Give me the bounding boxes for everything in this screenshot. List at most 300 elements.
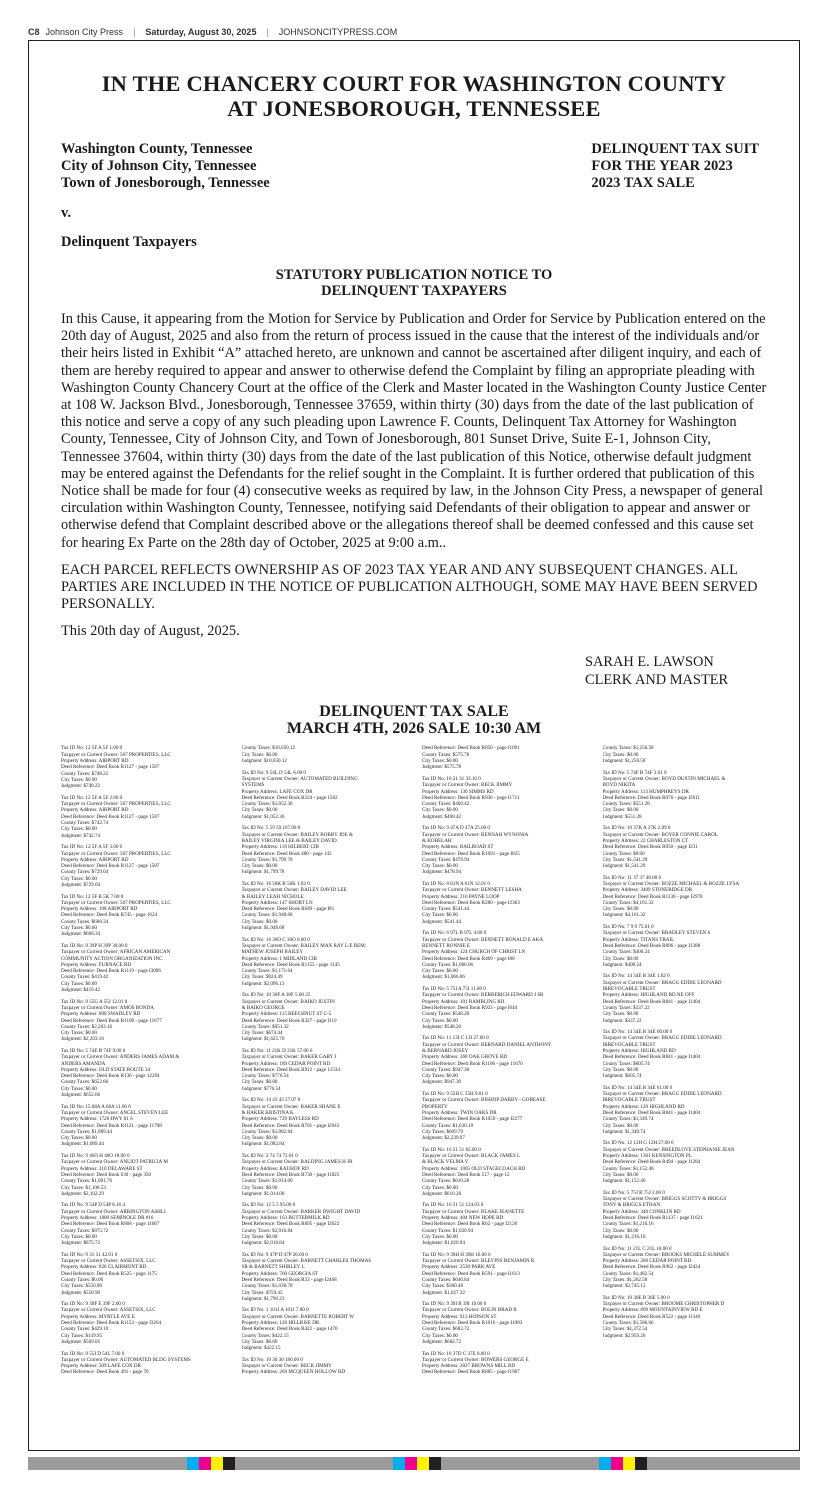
record-line: Judgment: $1,216.16 [602, 1233, 646, 1240]
notice-heading-line1: STATUTORY PUBLICATION NOTICE TO [275, 267, 553, 283]
record-line: Taxpayer or Current Owner: AFRICAN AMERICAN [61, 949, 171, 956]
tax-record [422, 930, 587, 980]
tax-record [422, 825, 587, 875]
record-line: City Taxes: $0.00 [61, 826, 97, 833]
tax-record [61, 1351, 226, 1376]
record-line: Property Address: 3409 STONERIDGE DR [602, 887, 693, 894]
record-line: Taxpayer or Current Owner: BLEVINS BENJAMIN R [422, 1258, 535, 1265]
record-line: County Taxes: $1,171.64 [241, 968, 293, 975]
record-line: City Taxes: $0.00 [602, 807, 639, 814]
record-line: Property Address: 147 SHORT LN [241, 899, 313, 906]
record-line: City Taxes: $0.00 [241, 1184, 278, 1191]
record-line: Taxpayer or Current Owner: BROOKS MICHELE SUMMEY [602, 1251, 730, 1258]
versus: v. [61, 205, 72, 221]
tax-record [242, 1097, 407, 1147]
record-line: Property Address: 1800 SEMINOLE DR #16 [61, 1215, 154, 1222]
record-line: County Taxes: $608.34 [61, 918, 109, 925]
record-line: Property Address: MYRTLE AVE E [61, 1313, 135, 1320]
issue-date: Saturday, August 30, 2025 [145, 27, 257, 37]
record-line: County Taxes: $1,020.94 [422, 1227, 474, 1234]
record-line: Property Address: RAILROAD ST [422, 844, 494, 851]
listing-column [242, 745, 407, 1381]
plaintiff: Town of Jonesborough, Tennessee [61, 175, 270, 191]
record-line: Deed Reference: Deed Book R895 - page I2622 [241, 1221, 340, 1228]
record-line: Deed Reference: Deed Book R224 - page 1582 [241, 794, 338, 801]
record-line: Deed Reference: Deed Book R701 - page I2043 [241, 1122, 340, 1129]
record-line: Property Address: RAUHOF RD [241, 1165, 309, 1172]
record-line: Judgment: $419.42 [61, 987, 101, 994]
record-line: Deed Reference: Deed Book R1121 - page 11798 [61, 1122, 162, 1129]
record-line: County Taxes: $1,052.36 [241, 801, 293, 808]
record-line: Taxpayer or Current Owner: BAILEY BOBBY JOE & [241, 831, 353, 838]
record-line: Taxpayer or Current Owner: AUTOMATED BLDG SYSTEMS [61, 1356, 191, 1363]
record-line: Tax ID No: 9 39H H 39H 16.00 0 [422, 1251, 491, 1258]
tax-record [61, 999, 226, 1043]
record-line: Taxpayer or Current Owner: BRAGG EDDIE LEONARD [602, 979, 722, 986]
record-line: Tax ID No: 14 43 43 57.07 0 [241, 1097, 301, 1104]
record-line: Tax ID No: 10 30O C 30O 6.00 0 [241, 936, 310, 943]
record-line: Deed Reference: Deed Book R280 - page I2363 [422, 899, 520, 906]
record-line: Tax ID No: 12 5F B 5K 7.00 0 [61, 893, 124, 900]
suit-line: DELINQUENT TAX SUIT [591, 141, 759, 157]
record-line: Tax ID No: 9 54P D 54P 6.16 4 [61, 1202, 125, 1209]
record-line: County Taxes: $682.72 [422, 1326, 470, 1333]
record-line: Deed Reference: Deed Book R1050 - page I2277 [422, 1116, 523, 1123]
tax-record [603, 745, 768, 764]
record-line: City Taxes: $0.00 [422, 1073, 458, 1080]
record-line: Judgment: $1,152.46 [602, 1178, 646, 1185]
record-line: City Taxes: $0.00 [602, 751, 639, 758]
tax-record [242, 770, 407, 820]
legal-notice [28, 40, 800, 1451]
record-line: Taxpayer or Current Owner: BLACK JAMES L [422, 1153, 521, 1160]
record-line: Taxpayer or Current Owner: BERBERICH EDWARD J SR [422, 992, 544, 999]
cyan-swatch [187, 1457, 199, 1470]
tax-record [422, 1252, 587, 1296]
record-line: Tax ID No: 10 31 31 33.10 0 [422, 775, 481, 782]
record-line: Judgment: $400.42 [422, 813, 462, 820]
record-line: County Taxes: $1,256.58 [602, 745, 654, 752]
record-line: Tax ID No: 10 37D C 37E 8.00 0 [422, 1350, 490, 1357]
black-swatch [429, 1457, 441, 1470]
record-line: Deed Reference: Deed Book R841 - page I1404 [602, 1109, 701, 1116]
record-line: Taxpayer or Current Owner: BECK JIMMY [241, 1363, 332, 1370]
record-line: Tax ID No: 12 5F A 5F 3.00 0 [61, 844, 123, 851]
record-line: Taxpayer or Current Owner: BOYER CONNIE CAROL [602, 831, 718, 838]
tax-record [422, 1351, 587, 1376]
record-line: Judgment: $2,096.13 [241, 980, 285, 987]
record-line: City Taxes: $0.00 [602, 1066, 639, 1073]
record-line: County Taxes: $1,030.78 [241, 1283, 293, 1290]
record-line: Judgment: $550.90 [61, 1289, 101, 1296]
record-line: Taxpayer or Current Owner: BRIGGS SCOTTY & BRIGGS [602, 1196, 727, 1203]
record-line: Property Address: HIGHLAND RD [602, 1048, 676, 1054]
record-line: City Taxes: $0.00 [602, 955, 639, 962]
record-line: Tax ID No: 5 75I A 75I 11.00 0 [422, 986, 486, 993]
record-line: City Taxes: $0.00 [602, 1171, 639, 1178]
record-line: City Taxes: $674.44 [241, 1030, 283, 1037]
page-header [28, 24, 808, 40]
record-line: BOYD NIKITA [602, 782, 636, 789]
record-line: Taxpayer or Current Owner: BAKER GARY J [241, 1054, 337, 1061]
tax-record [422, 776, 587, 820]
record-line: County Taxes: $605.74 [602, 1060, 650, 1067]
record-line: Deed Reference: Deed Book R962 - page I2424 [602, 1264, 701, 1271]
record-line: City Taxes: $0.00 [422, 1017, 458, 1024]
record-line: Property Address: 729 BAYLESS RD [241, 1116, 319, 1123]
record-line: County Taxes: $742.74 [61, 820, 109, 827]
record-line: Taxpayer or Current Owner: ANDERS JAMES ADAM & [61, 1054, 180, 1061]
record-line: Tax ID No: 9 39I B 39I 10.00 0 [422, 1301, 487, 1308]
record-line: Deed Reference: Deed Book R33 - page I2468 [241, 1276, 337, 1283]
record-line: City Taxes: $0.00 [422, 1332, 458, 1339]
record-line: Property Address: 368 OAK GROVE RD [422, 1054, 508, 1061]
record-line: County Taxes: $1,948.68 [241, 912, 293, 919]
record-line: Property Address: 1728 HWY 81 S [61, 1116, 133, 1123]
record-line: County Taxes: $748.22 [61, 770, 109, 777]
record-line: Judgment: $1,799.78 [241, 869, 285, 876]
record-line: Tax ID No: 5 74E B 74F 9.00 0 [61, 1048, 126, 1054]
record-line: Deed Reference: Deed Book R1130 - page I2978 [602, 893, 703, 900]
tax-record [242, 1307, 407, 1351]
record-line: Judgment: $1,256.58 [602, 758, 646, 765]
record-line: Judgment: $2,016.84 [241, 1240, 285, 1247]
record-line: County Taxes: $400.24 [602, 949, 650, 956]
record-line: Tax ID No: 3 74 74 72.01 0 [241, 1153, 298, 1160]
tax-record [422, 1035, 587, 1085]
record-line: Taxpayer or Current Owner: BALDING JAMES H JR [241, 1159, 353, 1166]
signature-block [585, 654, 767, 689]
record-line: County Taxes: $1,082.84 [241, 1128, 293, 1135]
tax-record [603, 1246, 768, 1290]
record-line: Deed Reference: Deed Book R1016 - page I1083 [422, 1320, 523, 1327]
record-line: City Taxes: $550.90 [61, 1283, 103, 1290]
record-line: Deed Reference: Deed Book R494 - page I1284 [602, 1159, 701, 1166]
record-line: Deed Reference: Deed Book R1108 - page 11677 [61, 1017, 162, 1024]
record-line: Property Address: 120 HIGHLAND RD [602, 1103, 685, 1110]
black-swatch [223, 1457, 235, 1470]
record-line: TONY & BRIGGS ETHAN [602, 1202, 661, 1209]
record-line: Tax ID No: 7 9 9 75.01 0 [602, 924, 654, 931]
record-line: MATHEW JOSEPH BAILEY [241, 949, 304, 956]
record-line: Property Address: 760 GEORGIA ST [241, 1270, 319, 1277]
tax-record [61, 1202, 226, 1246]
record-line: Tax ID No: 5 59 59 167.00 0 [241, 825, 301, 832]
record-line: City Taxes: $380.48 [422, 1283, 464, 1290]
cyan-swatch [599, 1457, 611, 1470]
court-title-line1: IN THE CHANCERY COURT FOR WASHINGTON COUNTY [101, 71, 727, 96]
sale-heading [61, 703, 767, 737]
tax-record [603, 973, 768, 1023]
yellow-swatch [211, 1457, 223, 1470]
ownership-notice: EACH PARCEL REFLECTS OWNERSHIP AS OF 2023 TAX YEAR AND ANY SUBSEQUENT CHANGES. ALL PARTIES ARE INCLUDED IN THE NOTICE OF PUBLICATION ALTHOUGH, SOME MAY HAVE BEEN SERVED PERSONALLY. [61, 561, 758, 613]
record-line: City Taxes: $0.00 [602, 1227, 639, 1234]
record-line: County Taxes: $1,216.16 [602, 1221, 654, 1228]
record-line: Property Address: 124 CHURCH OF CHRIST LN [422, 949, 526, 956]
record-line: City Taxes: $0.00 [422, 758, 458, 765]
black-swatch [635, 1457, 647, 1470]
record-line: Tax ID No: 14 34E B 34E 60.00 0 [602, 1029, 673, 1036]
record-line: Tax ID No: 16 58K B 58K 1.02 0 [241, 880, 310, 887]
record-line: Tax ID No: 12 5F A 5F 1.00 0 [61, 745, 123, 752]
record-line: Tax ID No: 15 68A A 68A 11.00 0 [61, 1103, 131, 1110]
record-line: County Taxes: $875.72 [61, 1227, 109, 1234]
paper-name: Johnson City Press [45, 27, 124, 37]
record-line: Deed Reference: Deed Book R841 - page I1404 [602, 1054, 701, 1061]
record-line: City Taxes: $609.79 [422, 1128, 464, 1135]
tax-record [242, 1252, 407, 1302]
record-line: Taxpayer or Current Owner: ARRINGTON ASHLI [61, 1208, 166, 1215]
record-line: Judgment: $1,541.29 [602, 863, 646, 870]
record-line: Deed Reference: Deed Book R1106 - page 11670 [422, 1060, 523, 1067]
record-line: Taxpayer or Current Owner: BROOME CHRISTOPHER D [602, 1301, 725, 1308]
record-line: Taxpayer or Current Owner: BENNETT RONALD E AKA [422, 936, 544, 943]
record-line: City Taxes: $1,100.53 [61, 1184, 106, 1191]
delinquent-listing [61, 745, 767, 1381]
tax-record [422, 881, 587, 925]
record-line: City Taxes: $0.00 [61, 1233, 97, 1240]
record-line: SYSTEMS [241, 782, 265, 789]
sale-heading-line2: MARCH 4TH, 2026 SALE 10:30 AM [286, 720, 542, 738]
record-line: County Taxes: $2,203.16 [61, 1023, 113, 1030]
record-line: Property Address: 809 MOUNTAINVIEW RD E [602, 1307, 703, 1314]
tax-record [61, 745, 226, 789]
court-title-line2: AT JONESBOROUGH, TENNESSEE [227, 96, 601, 121]
record-line: & BAILEY LEAH NICHOLE [241, 893, 304, 900]
record-line: Taxpayer or Current Owner: BRAGG EDDIE LEONARD [602, 1091, 722, 1098]
record-line: IRREVOCABLE TRUST [602, 1041, 656, 1048]
record-line: Deed Reference: Deed Book R1155 - page 1145 [241, 961, 340, 968]
record-line: Property Address: LAFE COX DR [241, 788, 313, 795]
record-line: Taxpayer or Current Owner: BAILEY MAX RAY L/E REM: [241, 942, 367, 949]
record-line: Deed Reference: Deed Book R923 - page I644 [422, 1004, 518, 1011]
tax-record [242, 937, 407, 987]
record-line: Property Address: 1301 KENSINGTON PL [602, 1153, 692, 1160]
record-line: Property Address: 189 CEDAR POINT RD [241, 1060, 331, 1067]
record-line: Tax ID No: 11 21L C 21L 18.00 0 [602, 1245, 672, 1252]
record-line: County Taxes: $1,089.44 [61, 1128, 113, 1135]
record-line: County Taxes: $419.42 [61, 974, 109, 981]
record-line: Judgment: $742.74 [61, 832, 101, 839]
record-line: County Taxes: $951.32 [241, 1023, 289, 1030]
record-line: Judgment: $541.44 [422, 918, 462, 925]
tax-record [422, 1202, 587, 1246]
record-line: Deed Reference: Deed Book R1137 - page I1621 [602, 1215, 703, 1222]
record-line: City Taxes: $0.00 [241, 1233, 278, 1240]
record-line: Tax ID No: 16 51 51 82.00 0 [422, 1146, 481, 1153]
record-line: Deed Reference: Deed Book R649 - page I81 [241, 906, 335, 913]
record-line: Taxpayer or Current Owner: BOZZE MICHAEL & BOZZE LYSA [602, 880, 740, 887]
record-line: Tax ID No: 16 51 51 124.03 0 [422, 1202, 484, 1209]
record-line: Property Address: 118 HILBERT CIR [241, 844, 320, 851]
record-line: Taxpayer or Current Owner: BLAKE JEANETTE [422, 1208, 525, 1215]
tax-record [61, 795, 226, 839]
record-line: County Taxes: $646.84 [422, 1276, 470, 1283]
record-line: Tax ID No: 9 47P D 47P 26.00 0 [241, 1251, 308, 1258]
record-line: Property Address: AIRPORT RD [61, 856, 129, 863]
record-line: Taxpayer or Current Owner: BOLIN BRAD B [422, 1307, 517, 1314]
record-line: Tax ID No: 12 5F A 5F 2.00 0 [61, 794, 123, 801]
record-line: Tax ID No: 10 30 30 180.00 0 [241, 1356, 303, 1363]
record-line: Taxpayer or Current Owner: AMOS BONDA [61, 1004, 154, 1011]
record-line: City Taxes: $1,262.58 [602, 1276, 648, 1283]
record-line: PROPERTY [422, 1103, 448, 1110]
record-line: Deed Reference: Deed Book R422 - page 1470 [241, 1326, 338, 1333]
suit-line: FOR THE YEAR 2023 [591, 158, 733, 174]
record-line: City Taxes: $0.00 [422, 807, 458, 814]
record-line: Property Address: TITANS TRAIL [602, 936, 675, 943]
record-line: Judgment: $1,082.84 [241, 1141, 285, 1148]
record-line: Property Address: 828 CLAIRMONT RD [61, 1264, 147, 1271]
record-line: Tax ID No: 12 12H G 12H 27.00 0 [602, 1140, 674, 1147]
record-line: County Taxes: $1,586.66 [602, 1320, 654, 1327]
tax-record [603, 1190, 768, 1240]
record-line: Deed Reference: Deed Book 491 - page 70 [61, 1369, 149, 1376]
record-line: Taxpayer or Current Owner: BERNARD DANIEL ANTHONY [422, 1041, 552, 1048]
record-line: City Taxes: $0.00 [61, 1085, 97, 1092]
record-line: City Taxes: $0.00 [61, 776, 97, 783]
record-line: County Taxes: $1,630.18 [422, 1122, 474, 1129]
record-line: Property Address: 115 BEECHNUT ST C-5 [241, 1011, 332, 1018]
record-line: City Taxes: $1,541.29 [602, 856, 648, 863]
record-line: Taxpayer or Current Owner: BRAGG EDDIE LEONARD [602, 1035, 722, 1042]
record-line: Tax ID No: 5 74F B 74F 3.01 0 [602, 769, 667, 776]
record-line: County Taxes: $478.94 [422, 856, 470, 863]
record-line: Judgment: $2,203.16 [61, 1036, 104, 1043]
record-line: Taxpayer or Current Owner: BARNETTE ROBERT W [241, 1313, 355, 1320]
record-line: City Taxes: $0.00 [241, 807, 278, 814]
record-line: Taxpayer or Current Owner: BAIKO JUSTIN [241, 998, 335, 1005]
tax-record [242, 1357, 407, 1376]
record-line: County Taxes: $1,482.54 [602, 1270, 654, 1277]
record-line: Property Address: AIRPORT RD [61, 758, 129, 765]
tax-record [61, 1048, 226, 1098]
record-line: Tax ID No: 9 47A D 47A 25.00 0 [422, 825, 490, 832]
record-line: Tax ID No: 9 55I D 54L 7.00 0 [61, 1350, 125, 1357]
record-line: Judgment: $10,650.12 [241, 758, 287, 765]
record-line: Deed Reference: Deed Book R745 - page 1624 [61, 912, 158, 919]
record-line: County Taxes: $429.10 [61, 1326, 109, 1333]
record-line: Taxpayer or Current Owner: ANGEL STEVEN LEE [61, 1109, 169, 1116]
record-line: Deed Reference: Deed Book R1127 - page 1587 [61, 764, 160, 771]
record-line: Property Address: 2827 BROWNS MILL RD [422, 1363, 516, 1370]
record-line: Tax ID No: 10 30F A 30F 5.00 25 [241, 992, 311, 999]
record-line: Tax ID No: 14 34E B 34E 61.00 0 [602, 1084, 673, 1091]
record-line: Property Address: 2530 PARK AVE [422, 1264, 496, 1271]
record-line: City Taxes: $0.00 [602, 1011, 639, 1018]
record-line: Judgment: $2,239.97 [422, 1135, 465, 1142]
tax-record [422, 1091, 587, 1141]
record-line: Deed Reference: Deed Book R327 - page I110 [241, 1017, 337, 1024]
record-line: City Taxes: $0.00 [602, 906, 639, 913]
listing-column [603, 745, 768, 1381]
tax-record [603, 1029, 768, 1079]
record-line: County Taxes: $947.30 [422, 1066, 470, 1073]
record-line: COMMUNITY ACTION ORGANIZATION INC [61, 955, 163, 962]
tax-record [603, 1140, 768, 1184]
record-line: Tax ID No: 11 13I C 13I 27.00 0 [422, 1035, 489, 1042]
record-line: County Taxes: $0.00 [61, 1276, 104, 1283]
tax-record [61, 943, 226, 993]
record-line: City Taxes: $0.00 [61, 875, 97, 882]
record-line: Tax ID No: 11 37 37 40.00 0 [602, 874, 662, 881]
tax-record [422, 745, 587, 770]
record-line: Property Address: 310 DELAWARE ST [61, 1165, 143, 1172]
record-line: Tax ID No: 9 39F E 39F 2.00 0 [61, 1301, 125, 1308]
tax-record [422, 1147, 587, 1197]
record-line: City Taxes: $0.00 [422, 1184, 458, 1191]
record-line: Deed Reference: Deed Book R591 - page I1613 [422, 1270, 520, 1277]
tax-record [422, 986, 587, 1030]
record-line: County Taxes: $4,161.32 [602, 899, 654, 906]
record-line: Judgment: $2,745.12 [602, 1283, 646, 1290]
record-line: City Taxes: $924.49 [241, 974, 283, 981]
record-line: County Taxes: $541.44 [422, 906, 470, 913]
record-line: Property Address: FURNACE RD [61, 961, 132, 968]
record-line: Property Address: AIRPORT RD [61, 807, 129, 814]
record-line: County Taxes: $1,014.00 [241, 1178, 293, 1185]
record-line: City Taxes: $0.00 [241, 751, 278, 758]
record-line: City Taxes: $0.00 [602, 1122, 639, 1129]
record-line: Tax ID No: 10 37K A 37K 2.09 0 [602, 825, 671, 832]
record-line: Deed Reference: Deed Book R896 - page I1388 [602, 942, 701, 949]
record-line: Property Address: 22 CHARLESTON CT [602, 837, 689, 844]
tax-record [242, 825, 407, 875]
signer-title: CLERK AND MASTER [585, 671, 729, 688]
record-line: Judgment: $682.72 [422, 1338, 462, 1345]
record-line: Taxpayer or Current Owner: ASSETSIX, LLC [61, 1258, 156, 1265]
record-line: BAILEY VIRGINIA LEE & BAILEY DAVID [241, 837, 337, 844]
record-line: Tax ID No: 9 31 31 42.01 0 [61, 1251, 118, 1258]
plaintiff: Washington County, Tennessee [61, 141, 253, 157]
record-line: Tax ID No: 10 30E B 30E 5.00 0 [602, 1294, 670, 1301]
record-line: Tax ID No: 9 55H C 55H 9.01 0 [422, 1091, 488, 1098]
magenta-swatch [199, 1457, 211, 1470]
record-line: Judgment: $4,161.32 [602, 912, 646, 919]
tax-record [603, 770, 768, 820]
record-line: Judgment: $1,349.74 [602, 1128, 646, 1135]
record-line: City Taxes: $0.00 [422, 968, 458, 975]
record-line: & BLACK VELMA V [422, 1159, 469, 1166]
record-line: Tax ID No: 6 97L B 97L 4.00 0 [422, 930, 487, 937]
record-line: Property Address: HIGHLAND RD NE OFF [602, 992, 695, 999]
record-line: Judgment: $1,948.68 [241, 925, 285, 932]
record-line: & BAKER KRISTINA K [241, 1109, 294, 1116]
record-line: Taxpayer or Current Owner: BENNAH WYNONIA [422, 831, 529, 838]
tax-record [61, 894, 226, 938]
record-line: Deed Reference: Deed Book R841 - page I1404 [602, 998, 701, 1005]
record-line: Judgment: $729.04 [61, 881, 101, 888]
record-line: IRREVOCABLE TRUST [602, 986, 656, 993]
record-line: IRREVOCABLE TRUST [602, 1097, 656, 1104]
record-line: Taxpayer or Current Owner: 567 PROPERTIES, LLC [61, 850, 171, 857]
record-line: Property Address: 260 CEDAR POINT RD [602, 1258, 692, 1265]
record-line: Tax ID No: 9 39P H 39P 30.00 0 [61, 942, 128, 949]
record-line: City Taxes: $0.00 [61, 980, 97, 987]
record-line: Deed Reference: Deed Book R912 - page 11534 [241, 1066, 340, 1073]
plaintiff: City of Johnson City, Tennessee [61, 158, 257, 174]
court-title [61, 71, 767, 121]
record-line: Deed Reference: Deed Book R136 - page 12294 [61, 1073, 160, 1080]
record-line: ANDERS AMANDA [61, 1060, 106, 1067]
record-line: City Taxes: $0.00 [422, 863, 458, 870]
record-line: Taxpayer or Current Owner: 567 PROPERTIES, LLC [61, 801, 171, 808]
separator: | [133, 27, 136, 37]
tax-record [603, 924, 768, 968]
record-line: Property Address: 216 PAYNE LOOP [422, 893, 500, 900]
record-line: Taxpayer or Current Owner: ASSETSIX, LLC [61, 1307, 156, 1314]
notice-heading-line2: DELINQUENT TAXPAYERS [321, 283, 507, 299]
